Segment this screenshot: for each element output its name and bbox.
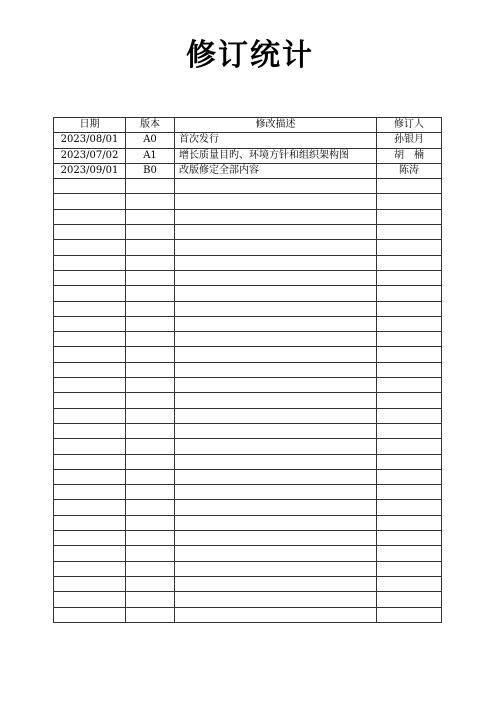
empty-table-row <box>54 255 442 270</box>
empty-cell <box>377 255 442 270</box>
empty-cell <box>126 179 175 194</box>
empty-cell <box>126 515 175 530</box>
empty-table-row <box>54 454 442 469</box>
empty-cell <box>126 546 175 561</box>
empty-cell <box>175 286 377 301</box>
empty-cell <box>175 362 377 377</box>
empty-cell <box>175 454 377 469</box>
empty-cell <box>377 561 442 576</box>
empty-table-row <box>54 515 442 530</box>
empty-cell <box>377 332 442 347</box>
empty-table-row <box>54 423 442 438</box>
empty-cell <box>54 255 126 270</box>
empty-cell <box>54 270 126 285</box>
empty-cell <box>175 408 377 423</box>
empty-table-row <box>54 500 442 515</box>
empty-table-row <box>54 469 442 484</box>
empty-cell <box>377 378 442 393</box>
empty-table-row <box>54 531 442 546</box>
empty-cell <box>126 408 175 423</box>
empty-cell <box>54 469 126 484</box>
empty-cell <box>175 515 377 530</box>
empty-table-row <box>54 240 442 255</box>
empty-cell <box>175 439 377 454</box>
empty-cell <box>54 316 126 331</box>
empty-table-row <box>54 592 442 607</box>
empty-table-row <box>54 362 442 377</box>
empty-cell <box>126 270 175 285</box>
empty-cell <box>126 423 175 438</box>
empty-cell <box>377 576 442 591</box>
empty-cell <box>126 255 175 270</box>
empty-cell <box>126 316 175 331</box>
empty-cell <box>54 209 126 224</box>
empty-cell <box>126 454 175 469</box>
empty-cell <box>377 347 442 362</box>
empty-cell <box>126 332 175 347</box>
empty-cell <box>175 225 377 240</box>
empty-cell <box>126 607 175 622</box>
empty-cell <box>377 408 442 423</box>
empty-table-row <box>54 378 442 393</box>
empty-table-row <box>54 209 442 224</box>
empty-cell <box>54 561 126 576</box>
empty-table-row <box>54 561 442 576</box>
empty-cell <box>54 393 126 408</box>
empty-cell <box>54 439 126 454</box>
empty-cell <box>175 347 377 362</box>
empty-cell <box>54 485 126 500</box>
empty-table-row <box>54 332 442 347</box>
empty-table-row <box>54 194 442 209</box>
cell-date: 2023/08/01 <box>54 133 126 148</box>
empty-cell <box>377 240 442 255</box>
empty-cell <box>377 592 442 607</box>
empty-table-row <box>54 347 442 362</box>
empty-cell <box>175 607 377 622</box>
empty-table-row <box>54 576 442 591</box>
empty-cell <box>126 194 175 209</box>
empty-cell <box>54 531 126 546</box>
empty-cell <box>126 561 175 576</box>
empty-cell <box>126 393 175 408</box>
cell-description: 首次发行 <box>175 133 377 148</box>
empty-cell <box>377 225 442 240</box>
empty-cell <box>377 485 442 500</box>
cell-date: 2023/09/01 <box>54 163 126 178</box>
empty-cell <box>126 286 175 301</box>
empty-cell <box>54 240 126 255</box>
empty-cell <box>377 469 442 484</box>
empty-cell <box>175 194 377 209</box>
cell-version: A0 <box>126 133 175 148</box>
empty-cell <box>175 500 377 515</box>
empty-cell <box>54 378 126 393</box>
empty-cell <box>377 316 442 331</box>
empty-cell <box>377 393 442 408</box>
revision-table <box>53 117 442 623</box>
empty-cell <box>175 332 377 347</box>
empty-cell <box>175 423 377 438</box>
empty-cell <box>377 179 442 194</box>
empty-cell <box>377 439 442 454</box>
empty-cell <box>377 531 442 546</box>
empty-cell <box>54 423 126 438</box>
empty-cell <box>175 301 377 316</box>
empty-cell <box>175 209 377 224</box>
empty-cell <box>126 576 175 591</box>
empty-cell <box>175 469 377 484</box>
empty-cell <box>126 531 175 546</box>
empty-cell <box>175 240 377 255</box>
empty-cell <box>54 500 126 515</box>
empty-cell <box>54 607 126 622</box>
empty-cell <box>175 270 377 285</box>
empty-cell <box>126 301 175 316</box>
empty-cell <box>175 485 377 500</box>
empty-cell <box>54 347 126 362</box>
empty-table-row <box>54 408 442 423</box>
empty-table-row <box>54 485 442 500</box>
empty-cell <box>377 607 442 622</box>
empty-cell <box>54 332 126 347</box>
empty-cell <box>377 286 442 301</box>
empty-cell <box>175 576 377 591</box>
empty-rows <box>54 179 442 623</box>
header-description: 修改描述 <box>175 118 377 133</box>
empty-table-row <box>54 286 442 301</box>
empty-cell <box>126 592 175 607</box>
empty-cell <box>377 270 442 285</box>
empty-cell <box>54 408 126 423</box>
empty-cell <box>377 423 442 438</box>
empty-cell <box>54 454 126 469</box>
table-row <box>54 148 442 163</box>
empty-cell <box>126 378 175 393</box>
empty-cell <box>377 515 442 530</box>
empty-cell <box>175 393 377 408</box>
empty-cell <box>126 469 175 484</box>
table-header-row <box>54 118 442 133</box>
empty-cell <box>175 255 377 270</box>
header-version: 版本 <box>126 118 175 133</box>
cell-reviser: 孙银月 <box>377 133 442 148</box>
empty-cell <box>377 194 442 209</box>
cell-date: 2023/07/02 <box>54 148 126 163</box>
empty-cell <box>54 362 126 377</box>
empty-cell <box>126 240 175 255</box>
cell-reviser: 陈涛 <box>377 163 442 178</box>
cell-version: B0 <box>126 163 175 178</box>
empty-cell <box>54 592 126 607</box>
empty-cell <box>54 301 126 316</box>
empty-cell <box>377 454 442 469</box>
empty-cell <box>175 378 377 393</box>
empty-cell <box>54 286 126 301</box>
empty-table-row <box>54 439 442 454</box>
empty-cell <box>126 500 175 515</box>
empty-table-row <box>54 393 442 408</box>
empty-cell <box>126 439 175 454</box>
empty-cell <box>377 301 442 316</box>
cell-description: 改版修定全部内容 <box>175 163 377 178</box>
empty-cell <box>54 576 126 591</box>
header-date: 日期 <box>54 118 126 133</box>
header-reviser: 修订人 <box>377 118 442 133</box>
empty-cell <box>175 561 377 576</box>
empty-cell <box>377 500 442 515</box>
table-row <box>54 133 442 148</box>
empty-cell <box>126 362 175 377</box>
empty-cell <box>126 485 175 500</box>
empty-cell <box>175 179 377 194</box>
empty-cell <box>377 546 442 561</box>
empty-table-row <box>54 270 442 285</box>
empty-cell <box>126 209 175 224</box>
cell-version: A1 <box>126 148 175 163</box>
empty-table-row <box>54 179 442 194</box>
empty-table-row <box>54 301 442 316</box>
empty-cell <box>54 225 126 240</box>
page-title: 修订统计 <box>186 38 314 73</box>
empty-table-row <box>54 546 442 561</box>
empty-cell <box>126 347 175 362</box>
empty-cell <box>175 546 377 561</box>
cell-description: 增长质量目旳、环境方针和组织架构图 <box>175 148 377 163</box>
empty-cell <box>175 592 377 607</box>
empty-cell <box>54 546 126 561</box>
empty-cell <box>377 362 442 377</box>
empty-cell <box>54 179 126 194</box>
empty-table-row <box>54 225 442 240</box>
empty-cell <box>175 531 377 546</box>
empty-cell <box>377 209 442 224</box>
empty-cell <box>54 515 126 530</box>
empty-cell <box>175 316 377 331</box>
empty-cell <box>126 225 175 240</box>
table-row <box>54 163 442 178</box>
cell-reviser: 胡 楠 <box>377 148 442 163</box>
empty-cell <box>54 194 126 209</box>
empty-table-row <box>54 607 442 622</box>
empty-table-row <box>54 316 442 331</box>
